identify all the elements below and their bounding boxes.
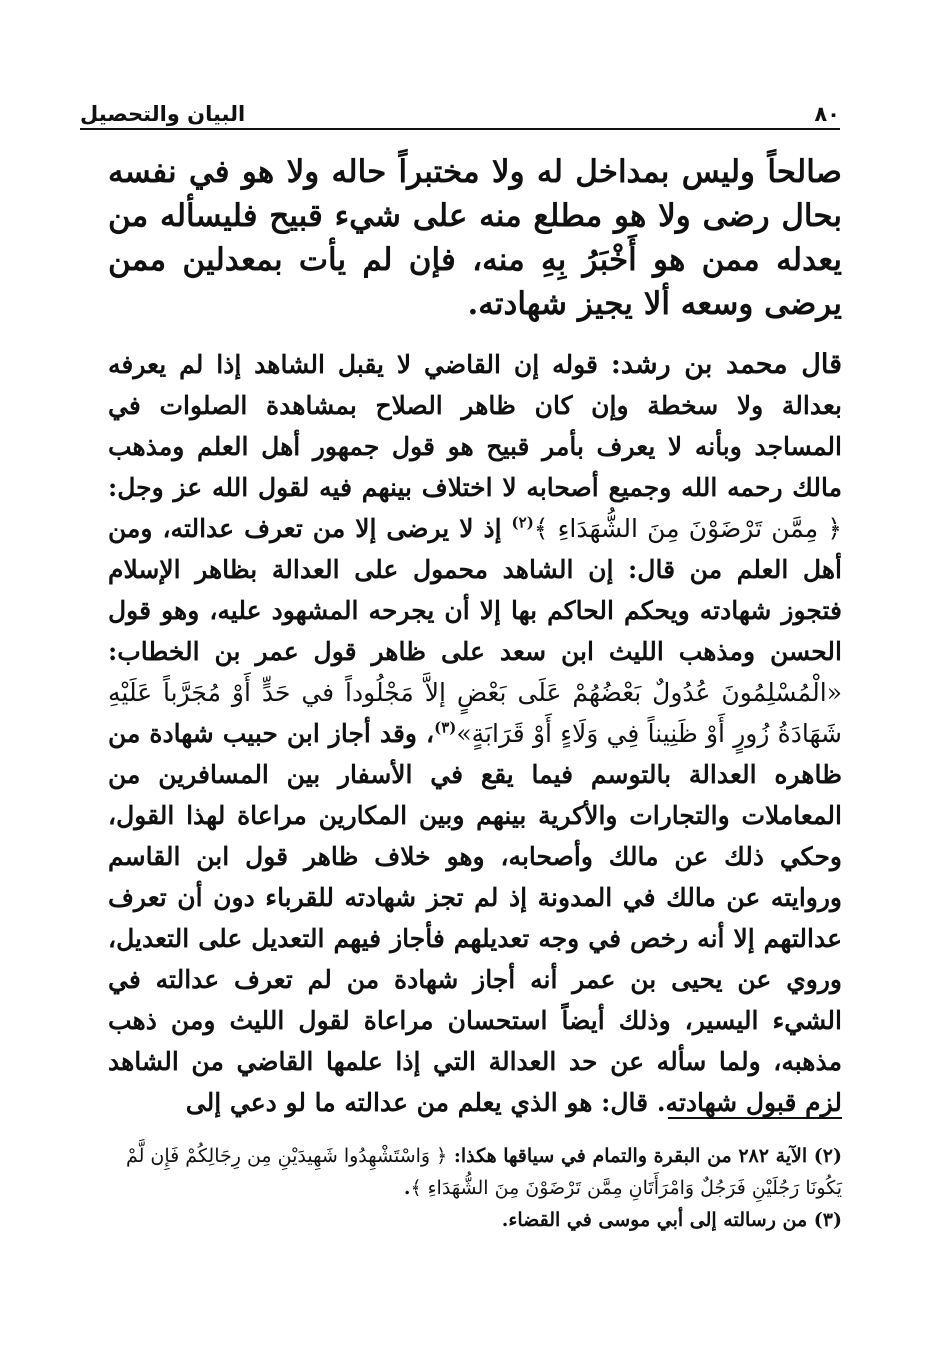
paragraph-2-text-b: إذ لا يرضى إلا من تعرف عدالته، ومن أهل العلم من قال: إن الشاهد محمول على العدالة بظاهر الإسلام فتجوز شهادته ويحكم الحاكم بها إلا أن يجرحه المشهود عليه، وهو قول الحسن ومذهب الليث ابن سعد على ظاهر قول عمر بن الخطاب: [108,514,842,666]
paragraph-2-lead: قال محمد بن رشد: [610,349,842,380]
footnote-3-label: (٣) [813,1209,842,1231]
footnote-ref-2: (٢) [511,513,534,532]
footnote-2-end: . [403,1177,411,1199]
footnote-rule [668,1117,842,1119]
paragraph-1: صالحاً وليس بمداخل له ولا مختبراً حاله ولا هو في نفسه بحال رضى ولا هو مطلع منه على شيء قبيح فليسأله من يعدله ممن هو أَخْبَرُ بِهِ منه، فإن لم يأت بمعدلين ممن يرضى وسعه ألا يجيز شهادته. [108,154,842,322]
paragraph-2 [108,344,842,1123]
paragraph-2-text-a: قوله إن القاضي لا يقبل الشاهد إذا لم يعرفه بعدالة ولا سخطة وإن كان ظاهر الصلاح بمشاهدة الصلوات في المساجد وبأنه لا يعرف بأمر قبيح هو قول جمهور أهل العلم ومذهب مالك رحمه الله وجميع أصحابه لا اختلاف بينهم فيه لقول الله عز وجل: [108,350,842,502]
footnote-2 [108,1140,842,1204]
footnotes [108,1140,842,1236]
footnote-ref-3: (٣) [434,718,457,737]
quran-quote: ﴿ مِمَّن تَرْضَوْنَ مِنَ الشُّهَدَاءِ ﴾ [533,514,843,543]
page-number: ٨٠ [814,102,840,126]
footnote-2-text: الآية ٢٨٢ من البقرة والتمام في سياقها هكذا: [447,1145,814,1167]
hadith-quote: «الْمُسْلِمُونَ عُدُولٌ بَعْضُهُمْ عَلَى بَعْضٍ إلاَّ مَجْلُوداً في حَدٍّ أَوْ مُجَرَّباً عَلَيْهِ شَهَادَةُ زُورٍ أَوْ ظَنِيناً فِي وَلَاءٍ أَوْ قَرَابَةٍ» [108,678,842,748]
footnote-3-text: من رسالته إلى أبي موسى في القضاء. [501,1209,814,1231]
footnote-2-verse: ﴿ وَاسْتَشْهِدُوا شَهِيدَيْنِ مِن رِجَالِكُمْ فَإِن لَّمْ يَكُونَا رَجُلَيْنِ فَرَجُلٌ وَامْرَأَتَانِ مِمَّن تَرْضَوْنَ مِنَ الشُّهَدَاءِ ﴾ [125,1145,842,1199]
book-title: البيان والتحصيل [80,102,246,126]
footnote-2-label: (٢) [813,1145,842,1167]
footnote-3 [108,1204,842,1236]
header-rule [80,128,840,130]
paragraph-2-text-c: ، وقد أجاز ابن حبيب شهادة من ظاهره العدالة بالتوسم فيما يقع في الأسفار بين المسافرين من المعاملات والتجارات والأكرية بينهم وبين المكارين مراعاة لهذا القول، وحكي ذلك عن مالك وأصحابه، وهو خلاف ظاهر قول ابن القاسم وروايته عن مالك في المدونة إذ لم تجز شهادته للقرباء دون أن تعرف عدالتهم إلا أنه رخص في وجه تعديلهم فأجاز فيهم التعديل على التعديل، وروي عن يحيى بن عمر أنه أجاز شهادة من لم تعرف عدالته في الشيء اليسير، وذلك أيضاً استحسان مراعاة لقول الليث ومن ذهب مذهبه، ولما سأله عن حد العدالة التي إذا علمها القاضي من الشاهد لزم قبول شهادته. قال: هو الذي يعلم من عدالته ما لو دعي إلى [108,719,842,1117]
page-header [80,92,840,126]
